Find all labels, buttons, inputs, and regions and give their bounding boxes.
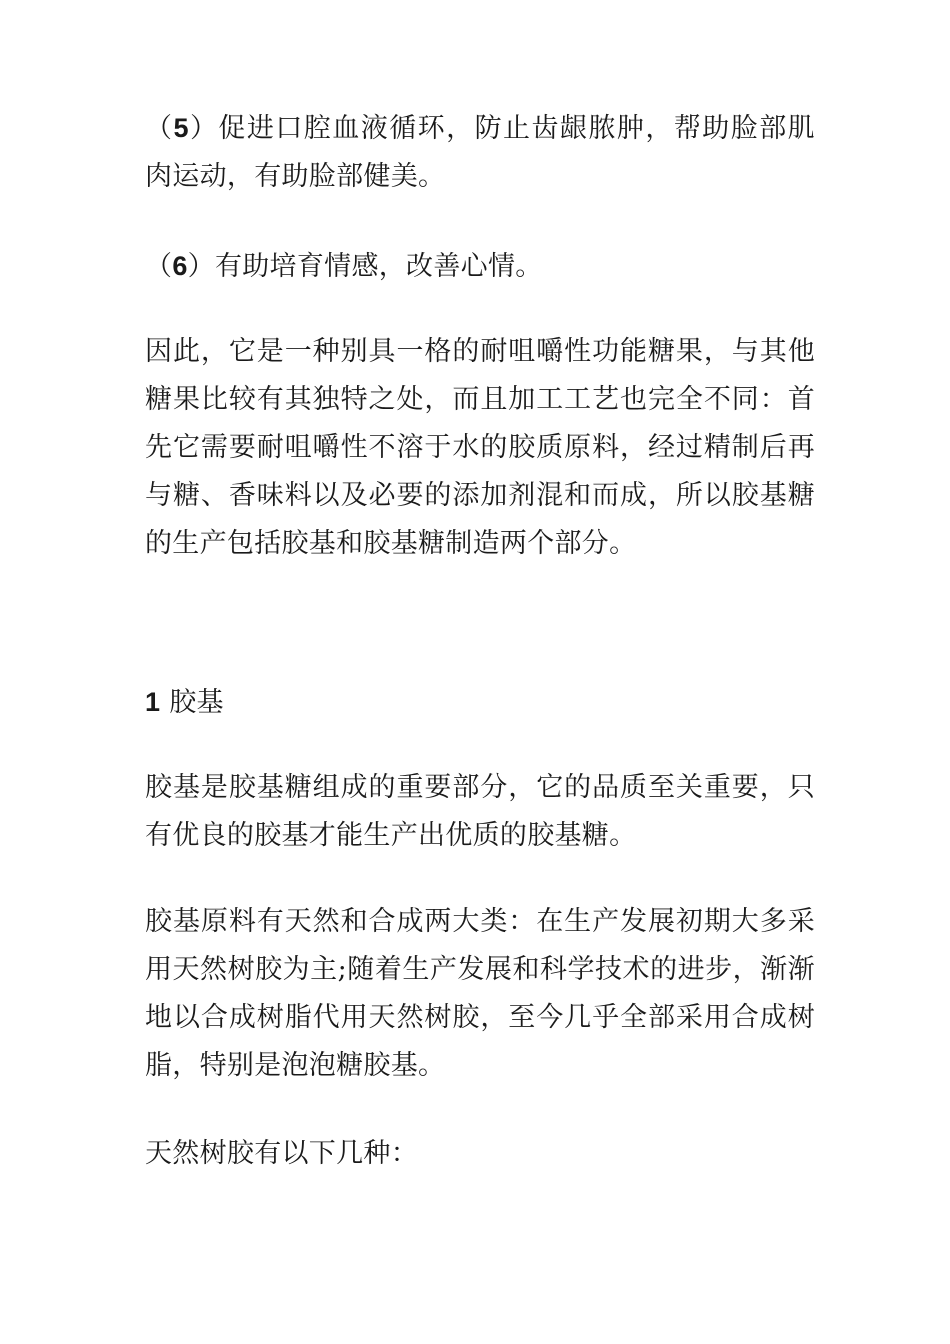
- paragraph-text: ）促进口腔血液循环，防止齿龈脓肿，帮助脸部肌肉运动，有助脸部健美。: [145, 113, 815, 192]
- paren-open: （: [145, 113, 174, 144]
- section-title: 胶基: [160, 687, 224, 718]
- paragraph-benefit-6: [145, 242, 815, 291]
- paren-open: （: [145, 251, 173, 282]
- section-heading: [145, 678, 815, 727]
- item-number: 6: [172, 251, 188, 281]
- item-number: 5: [173, 113, 189, 143]
- paragraph-gum-base-importance: 胶基是胶基糖组成的重要部分，它的品质至关重要，只有优良的胶基才能生产出优质的胶基糖。: [145, 772, 815, 851]
- paragraph-gum-base-materials: 胶基原料有天然和合成两大类：在生产发展初期大多采用天然树胶为主;随着生产发展和科学技术的进步，渐渐地以合成树脂代用天然树胶，至今几乎全部采用合成树脂，特别是泡泡糖胶基。: [145, 906, 815, 1081]
- paragraph-natural-gums-intro: 天然树胶有以下几种：: [145, 1138, 418, 1169]
- paragraph-text: ）有助培育情感，改善心情。: [187, 251, 543, 282]
- section-number: 1: [145, 687, 161, 717]
- paragraph-summary: 因此，它是一种别具一格的耐咀嚼性功能糖果，与其他糖果比较有其独特之处，而且加工工艺也完全不同：首先它需要耐咀嚼性不溶于水的胶质原料，经过精制后再与糖、香味料以及必要的添加剂混和而成，所以胶基糖的生产包括胶基和胶基糖制造两个部分。: [145, 336, 815, 559]
- paragraph-benefit-5: [145, 104, 815, 201]
